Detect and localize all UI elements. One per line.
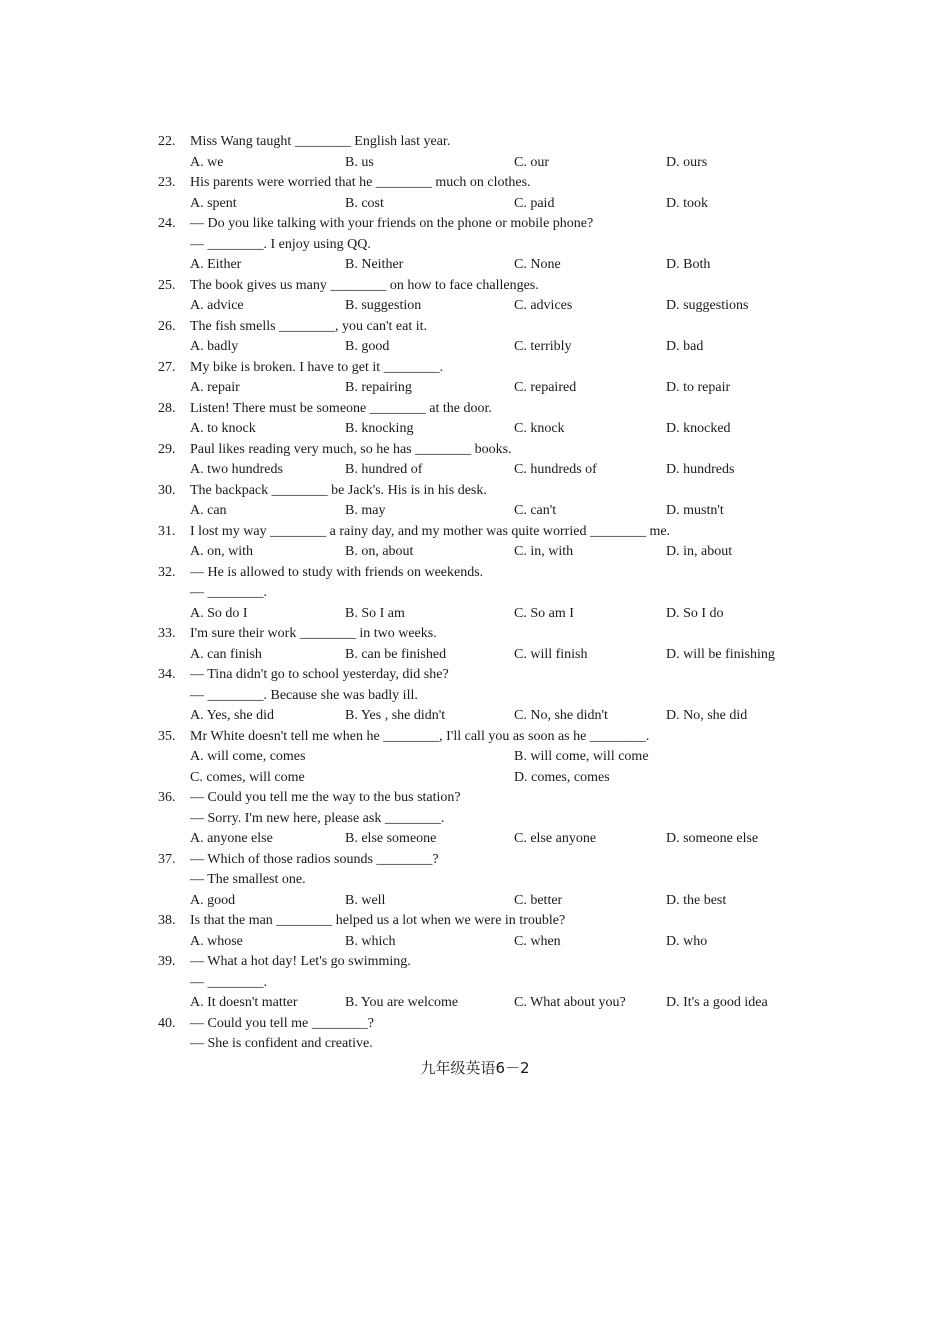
- question-line: [158, 952, 808, 973]
- answer-option[interactable]: C. None: [514, 257, 561, 272]
- answer-option[interactable]: D. So I do: [666, 605, 724, 621]
- question-reply: — ________. Because she was badly ill.: [190, 687, 418, 703]
- answer-option[interactable]: C. No, she didn't: [514, 708, 608, 723]
- question-reply: — Sorry. I'm new here, please ask ________.: [190, 810, 445, 826]
- question-number: 36.: [158, 790, 176, 805]
- question-stem: — What a hot day! Let's go swimming.: [190, 954, 411, 969]
- question-stem: — Could you tell me ________?: [190, 1015, 374, 1031]
- question-number: 35.: [158, 728, 176, 744]
- question-stem: The backpack ________ be Jack's. His is in his desk.: [190, 482, 487, 498]
- answer-option[interactable]: A. repair: [190, 380, 240, 395]
- answer-option[interactable]: C. What about you?: [514, 995, 626, 1010]
- question-stem: I'm sure their work ________ in two weeks.: [190, 626, 437, 641]
- options-row: [158, 501, 808, 522]
- question-number: 28.: [158, 400, 176, 416]
- answer-option[interactable]: B. hundred of: [345, 462, 423, 477]
- question-reply: — ________. I enjoy using QQ.: [190, 236, 371, 252]
- question-number: 29.: [158, 441, 176, 457]
- question-line: [158, 132, 808, 153]
- answer-option[interactable]: A. on, with: [190, 544, 253, 559]
- question-line: [158, 973, 808, 994]
- question-stem: My bike is broken. I have to get it ________.: [190, 359, 444, 375]
- question-stem: Is that the man ________ helped us a lot when we were in trouble?: [190, 913, 566, 928]
- options-row: [158, 378, 808, 399]
- answer-option[interactable]: B. well: [345, 892, 386, 908]
- question-stem: The book gives us many ________ on how to face challenges.: [190, 277, 539, 293]
- question-line: [158, 788, 808, 809]
- options-row: [158, 153, 808, 174]
- question-stem: I lost my way ________ a rainy day, and my mother was quite worried ________ me.: [190, 523, 671, 539]
- answer-option[interactable]: B. cost: [345, 195, 384, 211]
- question-stem: Miss Wang taught ________ English last year.: [190, 134, 451, 149]
- answer-option[interactable]: A. whose: [190, 933, 243, 949]
- question-line: [158, 686, 808, 707]
- options-row: [158, 645, 808, 666]
- question-number: 27.: [158, 359, 176, 375]
- question-line: [158, 583, 808, 604]
- question-number: 31.: [158, 523, 176, 539]
- answer-option[interactable]: D. ours: [666, 154, 708, 170]
- question-stem: — Do you like talking with your friends on the phone or mobile phone?: [190, 216, 594, 231]
- answer-option[interactable]: D. someone else: [666, 831, 759, 846]
- answer-option[interactable]: C. our: [514, 154, 549, 170]
- answer-option[interactable]: C. else anyone: [514, 831, 597, 846]
- answer-option[interactable]: A. It doesn't matter: [190, 995, 298, 1010]
- question-line: [158, 214, 808, 235]
- answer-option[interactable]: C. hundreds of: [514, 462, 597, 477]
- question-line: [158, 1014, 808, 1035]
- answer-option[interactable]: C. So am I: [514, 605, 574, 621]
- options-row: [158, 604, 808, 625]
- answer-option[interactable]: A. spent: [190, 195, 237, 211]
- question-stem: Paul likes reading very much, so he has ________ books.: [190, 441, 512, 457]
- answer-option[interactable]: B. on, about: [345, 544, 414, 559]
- question-item: [158, 276, 808, 317]
- question-line: [158, 522, 808, 543]
- question-line: [158, 317, 808, 338]
- answer-option[interactable]: A. two hundreds: [190, 462, 283, 477]
- answer-option[interactable]: D. in, about: [666, 544, 733, 559]
- answer-option[interactable]: B. You are welcome: [345, 995, 459, 1010]
- answer-option[interactable]: B. Neither: [345, 257, 404, 272]
- answer-option[interactable]: A. to knock: [190, 421, 256, 436]
- question-number: 33.: [158, 626, 176, 641]
- answer-option[interactable]: D. No, she did: [666, 708, 748, 723]
- question-line: [158, 399, 808, 420]
- question-item: [158, 563, 808, 625]
- question-item: [158, 727, 808, 789]
- question-number: 39.: [158, 954, 176, 969]
- question-item: [158, 173, 808, 214]
- answer-option[interactable]: C. paid: [514, 195, 555, 211]
- question-number: 24.: [158, 216, 176, 231]
- question-stem: — Which of those radios sounds ________?: [190, 851, 439, 867]
- question-item: [158, 850, 808, 912]
- answer-option[interactable]: A. anyone else: [190, 831, 273, 846]
- answer-option[interactable]: B. knocking: [345, 421, 414, 436]
- answer-option[interactable]: D. will be finishing: [666, 646, 775, 662]
- question-item: [158, 522, 808, 563]
- answer-option[interactable]: C. in, with: [514, 544, 574, 559]
- question-line: [158, 358, 808, 379]
- question-item: [158, 788, 808, 850]
- answer-option[interactable]: B. suggestion: [345, 298, 422, 313]
- answer-option[interactable]: A. we: [190, 154, 224, 170]
- answer-option[interactable]: D. It's a good idea: [666, 995, 768, 1010]
- answer-option[interactable]: D. suggestions: [666, 298, 749, 313]
- options-row: [158, 337, 808, 358]
- answer-option[interactable]: C. comes, will come: [190, 769, 305, 785]
- question-number: 38.: [158, 913, 176, 928]
- answer-option[interactable]: C. knock: [514, 421, 565, 436]
- answer-option[interactable]: B. else someone: [345, 831, 437, 846]
- answer-option[interactable]: A. can: [190, 503, 227, 518]
- answer-option[interactable]: A. can finish: [190, 646, 262, 662]
- answer-option[interactable]: D. knocked: [666, 421, 731, 436]
- answer-option[interactable]: C. repaired: [514, 380, 577, 395]
- answer-option[interactable]: A. So do I: [190, 605, 248, 621]
- question-number: 30.: [158, 482, 176, 498]
- answer-option[interactable]: B. us: [345, 154, 374, 170]
- question-line: [158, 911, 808, 932]
- options-row: [158, 706, 808, 727]
- question-number: 32.: [158, 564, 176, 580]
- question-item: [158, 1014, 808, 1055]
- answer-option[interactable]: B. So I am: [345, 605, 405, 621]
- question-item: [158, 440, 808, 481]
- question-reply: — ________.: [190, 585, 267, 600]
- answer-option[interactable]: D. mustn't: [666, 503, 724, 518]
- question-item: [158, 132, 808, 173]
- question-stem: — He is allowed to study with friends on weekends.: [190, 564, 484, 580]
- answer-option[interactable]: C. when: [514, 933, 561, 949]
- answer-option[interactable]: D. bad: [666, 339, 704, 354]
- options-row: [158, 296, 808, 317]
- options-row: [158, 993, 808, 1014]
- answer-option[interactable]: C. better: [514, 892, 563, 908]
- question-number: 40.: [158, 1015, 176, 1031]
- answer-option[interactable]: C. terribly: [514, 339, 572, 354]
- options-row: [158, 891, 808, 912]
- question-item: [158, 911, 808, 952]
- question-stem: Mr White doesn't tell me when he ________, I'll call you as soon as he ________.: [190, 728, 650, 744]
- options-row: [158, 932, 808, 953]
- answer-option[interactable]: A. advice: [190, 298, 244, 313]
- question-item: [158, 665, 808, 727]
- question-line: [158, 235, 808, 256]
- options-row: [158, 419, 808, 440]
- question-line: [158, 481, 808, 502]
- question-item: [158, 481, 808, 522]
- answer-option[interactable]: D. took: [666, 195, 708, 211]
- question-line: [158, 563, 808, 584]
- answer-option[interactable]: B. which: [345, 933, 396, 949]
- answer-option[interactable]: D. to repair: [666, 380, 731, 395]
- question-stem: — Could you tell me the way to the bus station?: [190, 790, 461, 805]
- question-number: 37.: [158, 851, 176, 867]
- answer-option[interactable]: B. can be finished: [345, 646, 447, 662]
- question-line: [158, 1034, 808, 1055]
- answer-option[interactable]: C. advices: [514, 298, 573, 313]
- answer-option[interactable]: A. will come, comes: [190, 749, 306, 764]
- question-reply: — She is confident and creative.: [190, 1036, 373, 1051]
- question-list: [158, 132, 808, 1055]
- question-item: [158, 317, 808, 358]
- answer-option[interactable]: B. will come, will come: [514, 749, 649, 764]
- question-line: [158, 665, 808, 686]
- answer-option[interactable]: A. Yes, she did: [190, 708, 275, 723]
- question-line: [158, 870, 808, 891]
- answer-option[interactable]: D. who: [666, 933, 708, 949]
- question-stem: — Tina didn't go to school yesterday, did she?: [190, 667, 449, 682]
- question-line: [158, 624, 808, 645]
- question-reply: — ________.: [190, 974, 267, 990]
- answer-option[interactable]: D. Both: [666, 257, 711, 272]
- answer-option[interactable]: D. comes, comes: [514, 769, 610, 785]
- answer-option[interactable]: B. may: [345, 503, 386, 518]
- answer-option[interactable]: D. the best: [666, 892, 727, 908]
- question-line: [158, 173, 808, 194]
- answer-option[interactable]: A. good: [190, 892, 236, 908]
- question-item: [158, 358, 808, 399]
- answer-option[interactable]: C. can't: [514, 503, 557, 518]
- answer-option[interactable]: B. good: [345, 339, 390, 354]
- question-line: [158, 809, 808, 830]
- question-reply: — The smallest one.: [190, 872, 306, 887]
- question-number: 22.: [158, 134, 176, 149]
- options-row: [158, 255, 808, 276]
- options-row: [158, 829, 808, 850]
- question-item: [158, 624, 808, 665]
- question-line: [158, 727, 808, 748]
- answer-option[interactable]: A. badly: [190, 339, 239, 354]
- question-number: 34.: [158, 667, 176, 682]
- question-number: 26.: [158, 318, 176, 334]
- options-row: [158, 768, 808, 789]
- question-number: 23.: [158, 175, 176, 190]
- question-line: [158, 440, 808, 461]
- answer-option[interactable]: B. repairing: [345, 380, 412, 395]
- options-row: [158, 460, 808, 481]
- question-stem: The fish smells ________, you can't eat it.: [190, 318, 427, 334]
- question-line: [158, 276, 808, 297]
- question-item: [158, 214, 808, 276]
- answer-option[interactable]: C. will finish: [514, 646, 588, 662]
- question-line: [158, 850, 808, 871]
- question-stem: His parents were worried that he ________ much on clothes.: [190, 175, 531, 190]
- options-row: [158, 747, 808, 768]
- question-item: [158, 399, 808, 440]
- answer-option[interactable]: A. Either: [190, 257, 242, 272]
- options-row: [158, 194, 808, 215]
- answer-option[interactable]: D. hundreds: [666, 462, 735, 477]
- question-number: 25.: [158, 277, 176, 293]
- page-footer: 九年级英语6－2: [420, 1059, 530, 1077]
- question-item: [158, 952, 808, 1014]
- question-stem: Listen! There must be someone ________ at the door.: [190, 400, 492, 416]
- answer-option[interactable]: B. Yes , she didn't: [345, 708, 446, 723]
- options-row: [158, 542, 808, 563]
